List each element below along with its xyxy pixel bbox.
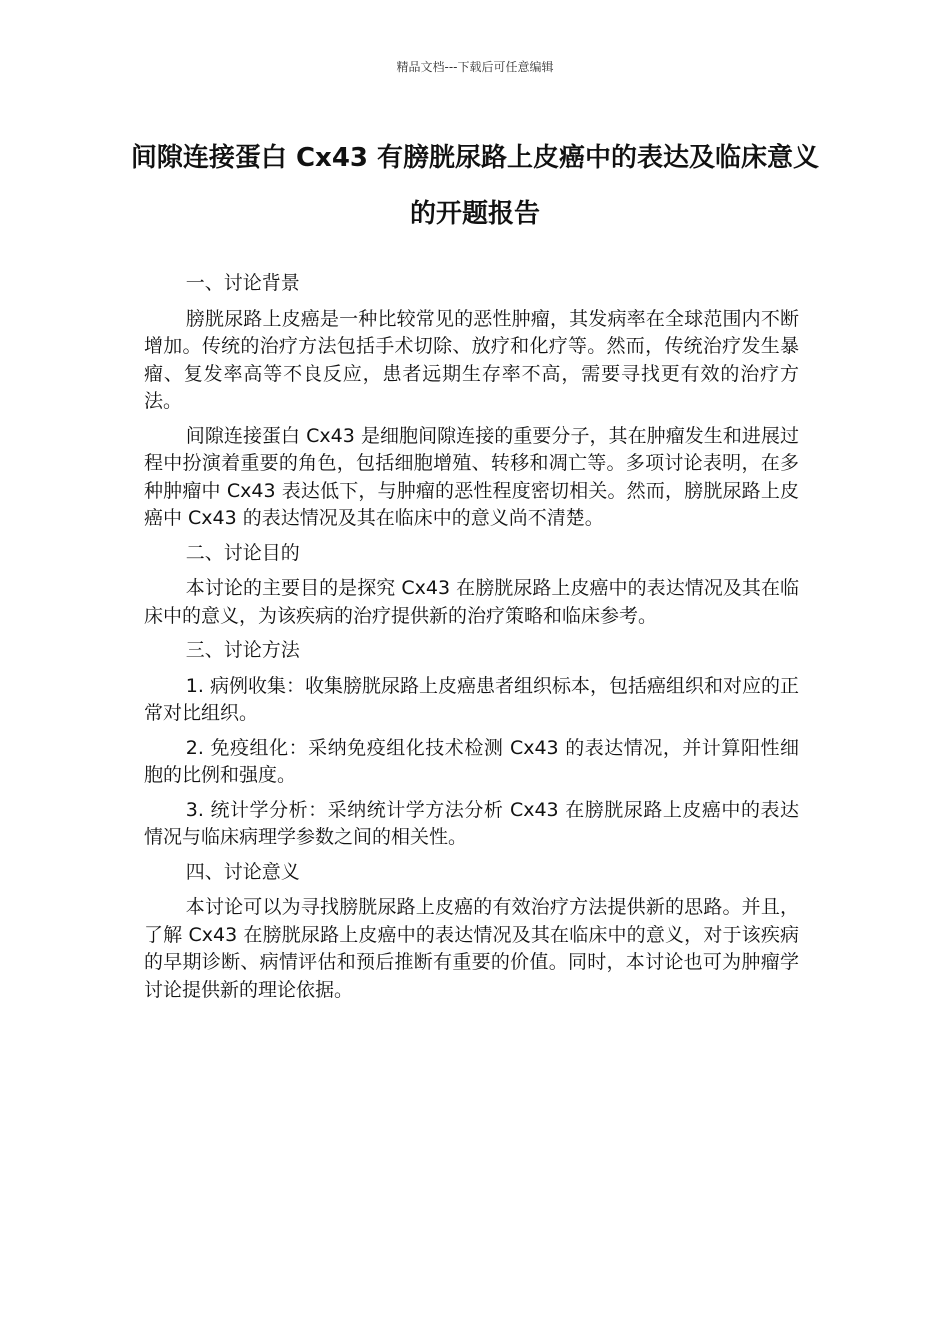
header-note: 精品文档---下载后可任意编辑 xyxy=(396,60,554,74)
section-heading-purpose: 二、讨论目的 xyxy=(185,541,300,564)
paragraph: 间隙连接蛋白 Cx43 是细胞间隙连接的重要分子，其在肿瘤发生和进展过程中扮演着重要的角色，包括细胞增殖、转移和凋亡等。多项讨论表明，在多种肿瘤中 Cx43 表达低下，与肿瘤的恶性程度密切相关。然而，膀胱尿路上皮癌中 Cx43 的表达情况及其在临床中的意义尚不清楚。 xyxy=(144,424,799,529)
paragraph: 本讨论的主要目的是探究 Cx43 在膀胱尿路上皮癌中的表达情况及其在临床中的意义，为该疾病的治疗提供新的治疗策略和临床参考。 xyxy=(144,577,799,627)
section-heading-methods: 三、讨论方法 xyxy=(185,639,300,661)
document-title: 间隙连接蛋白 Cx43 有膀胱尿路上皮癌中的表达及临床意义的开题报告 xyxy=(130,143,820,229)
document-body xyxy=(144,270,799,1011)
method-item: 1. 病例收集：收集膀胱尿路上皮癌患者组织标本，包括癌组织和对应的正常对比组织。 xyxy=(144,674,799,724)
section-heading-background: 一、讨论背景 xyxy=(185,272,300,294)
method-item: 2. 免疫组化：采纳免疫组化技术检测 Cx43 的表达情况，并计算阳性细胞的比例和强度。 xyxy=(144,736,799,786)
section-heading-significance: 四、讨论意义 xyxy=(185,860,300,883)
paragraph: 膀胱尿路上皮癌是一种比较常见的恶性肿瘤，其发病率在全球范围内不断增加。传统的治疗方法包括手术切除、放疗和化疗等。然而，传统治疗发生暴瘤、复发率高等不良反应，患者远期生存率不高，需要寻找更有效的治疗方法。 xyxy=(144,307,799,412)
method-item: 3. 统计学分析：采纳统计学方法分析 Cx43 在膀胱尿路上皮癌中的表达情况与临床病理学参数之间的相关性。 xyxy=(144,798,799,848)
paragraph: 本讨论可以为寻找膀胱尿路上皮癌的有效治疗方法提供新的思路。并且，了解 Cx43 在膀胱尿路上皮癌中的表达情况及其在临床中的意义，对于该疾病的早期诊断、病情评估和预后推断有重要的价值。同时，本讨论也可为肿瘤学讨论提供新的理论依据。 xyxy=(144,896,799,1001)
